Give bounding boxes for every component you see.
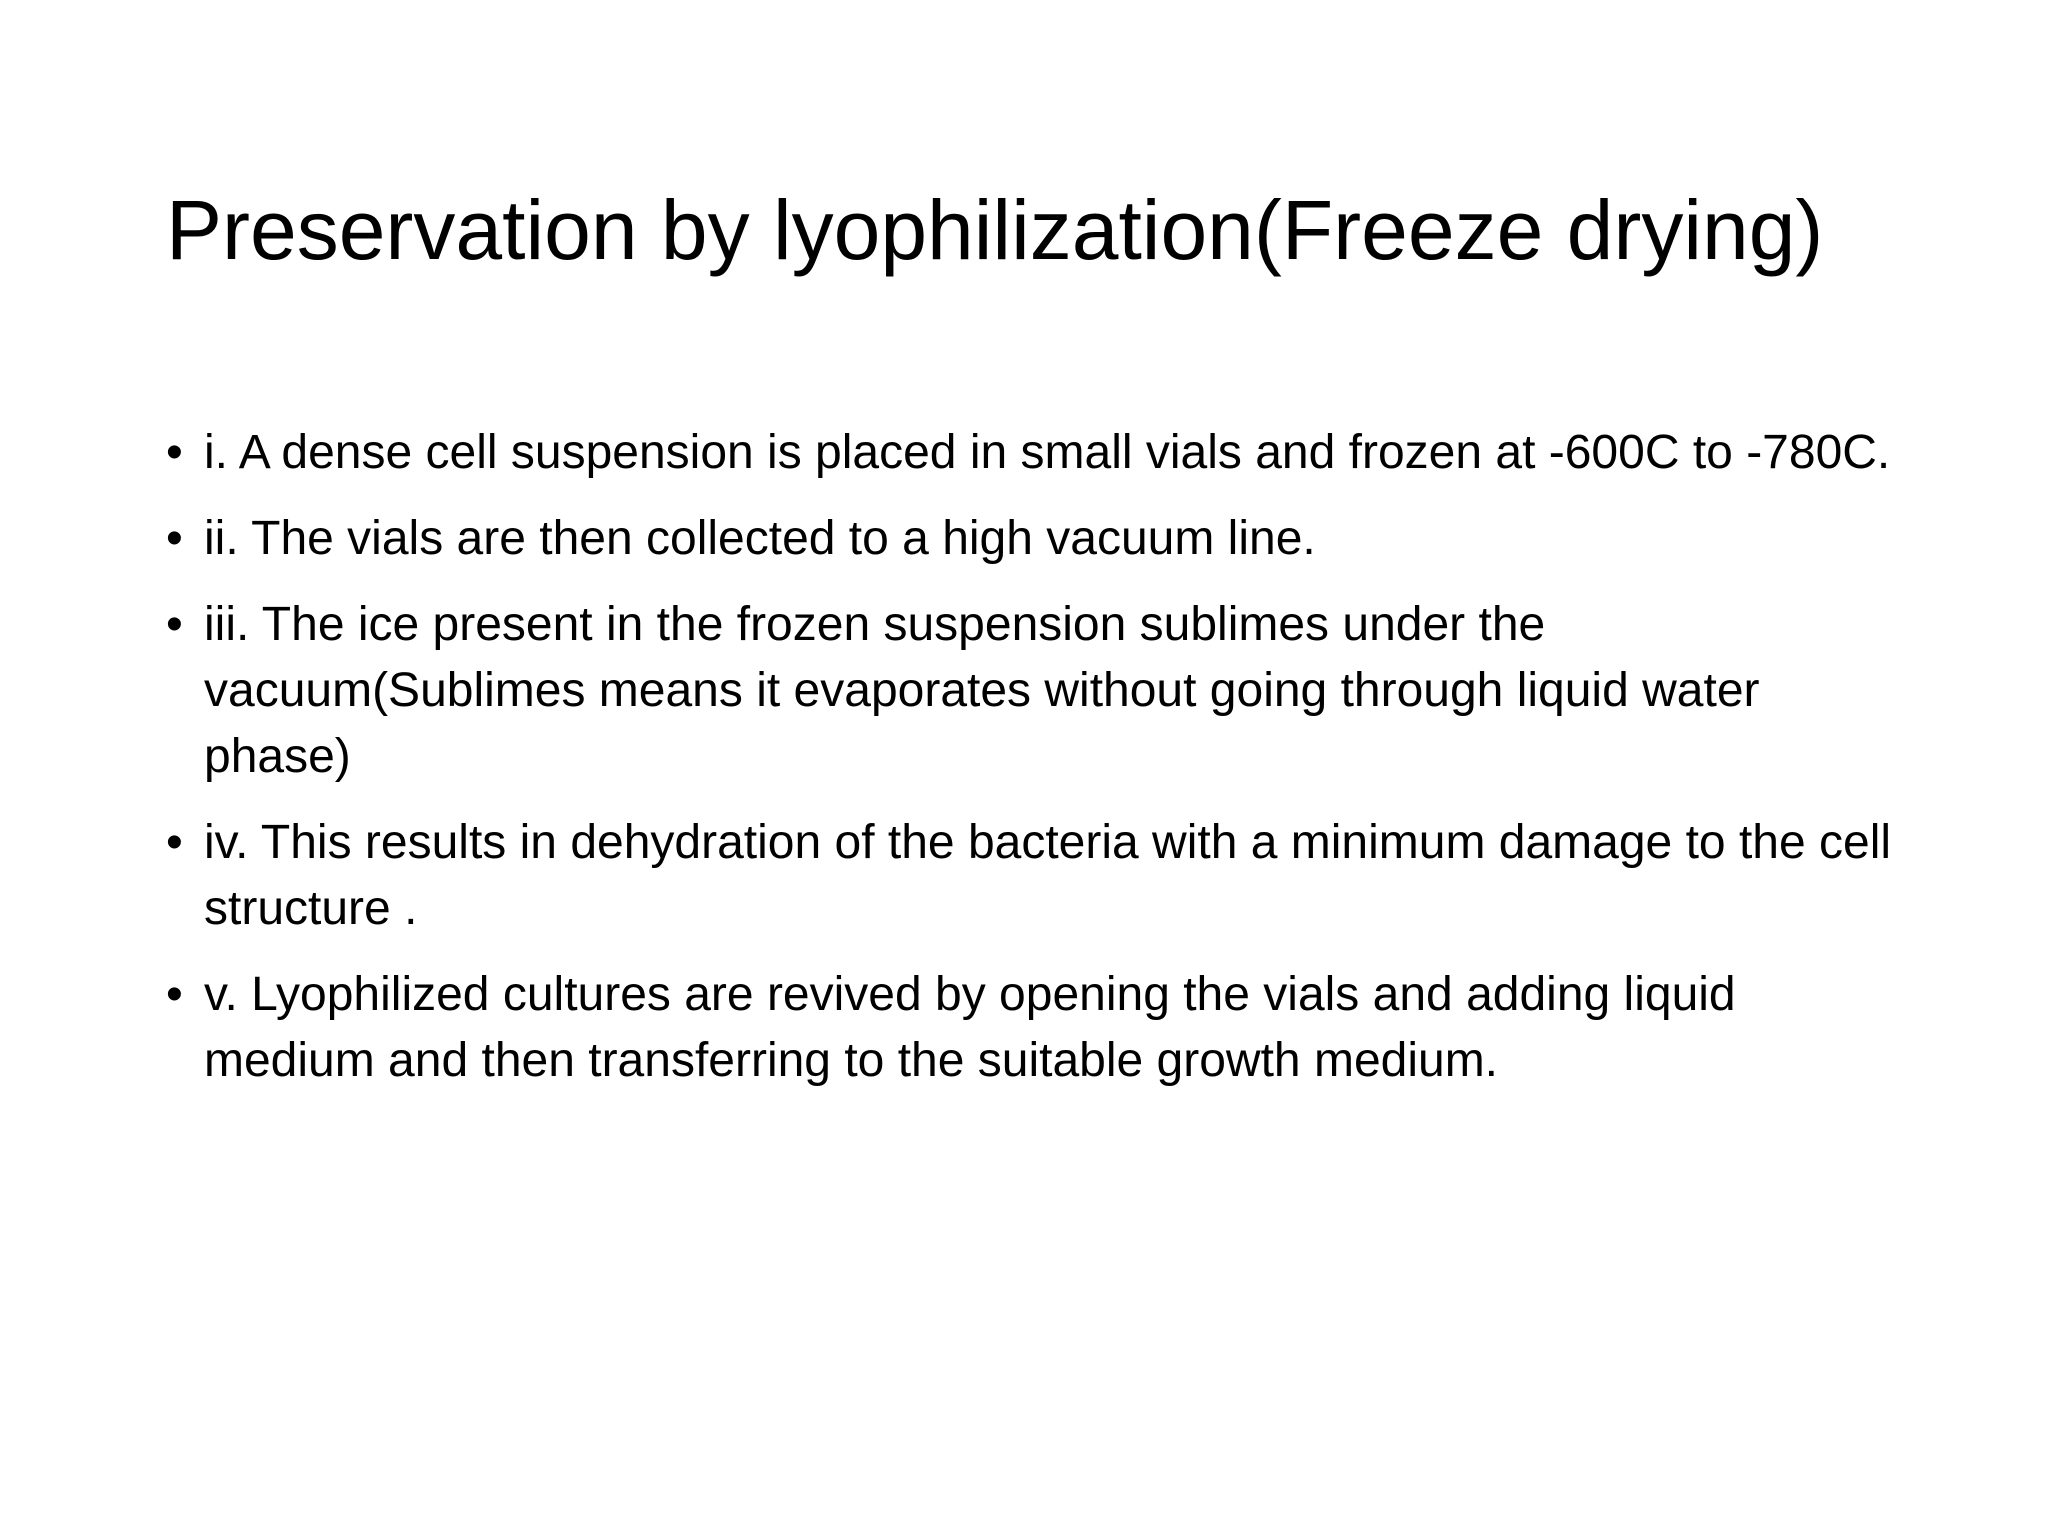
bullet-dot-icon: • [166,598,183,651]
bullet-text-4: iv. This results in dehydration of the bacteria with a minimum damage to the cell structure . [204,816,1892,935]
bullet-dot-icon: • [166,968,183,1021]
bullet-dot-icon: • [166,426,183,479]
slide-title: Preservation by lyophilization(Freeze drying) [166,183,1824,277]
bullet-item-1 [166,420,1906,486]
bullet-text-2: ii. The vials are then collected to a high vacuum line. [204,512,1316,565]
bullet-text-1: i. A dense cell suspension is placed in small vials and frozen at -600C to -780C. [204,426,1891,479]
bullet-item-3 [166,592,1906,790]
bullet-dot-icon: • [166,816,183,869]
bullet-item-2 [166,506,1906,572]
bullet-text-3: iii. The ice present in the frozen suspension sublimes under the vacuum(Sublimes means it evaporates without going through liquid water phase) [204,598,1760,783]
bullet-item-5 [166,962,1906,1094]
bullet-text-5: v. Lyophilized cultures are revived by opening the vials and adding liquid medium and then transferring to the suitable growth medium. [204,968,1736,1087]
bullet-dot-icon: • [166,512,183,565]
bullet-list [166,420,1906,1114]
bullet-item-4 [166,810,1906,942]
